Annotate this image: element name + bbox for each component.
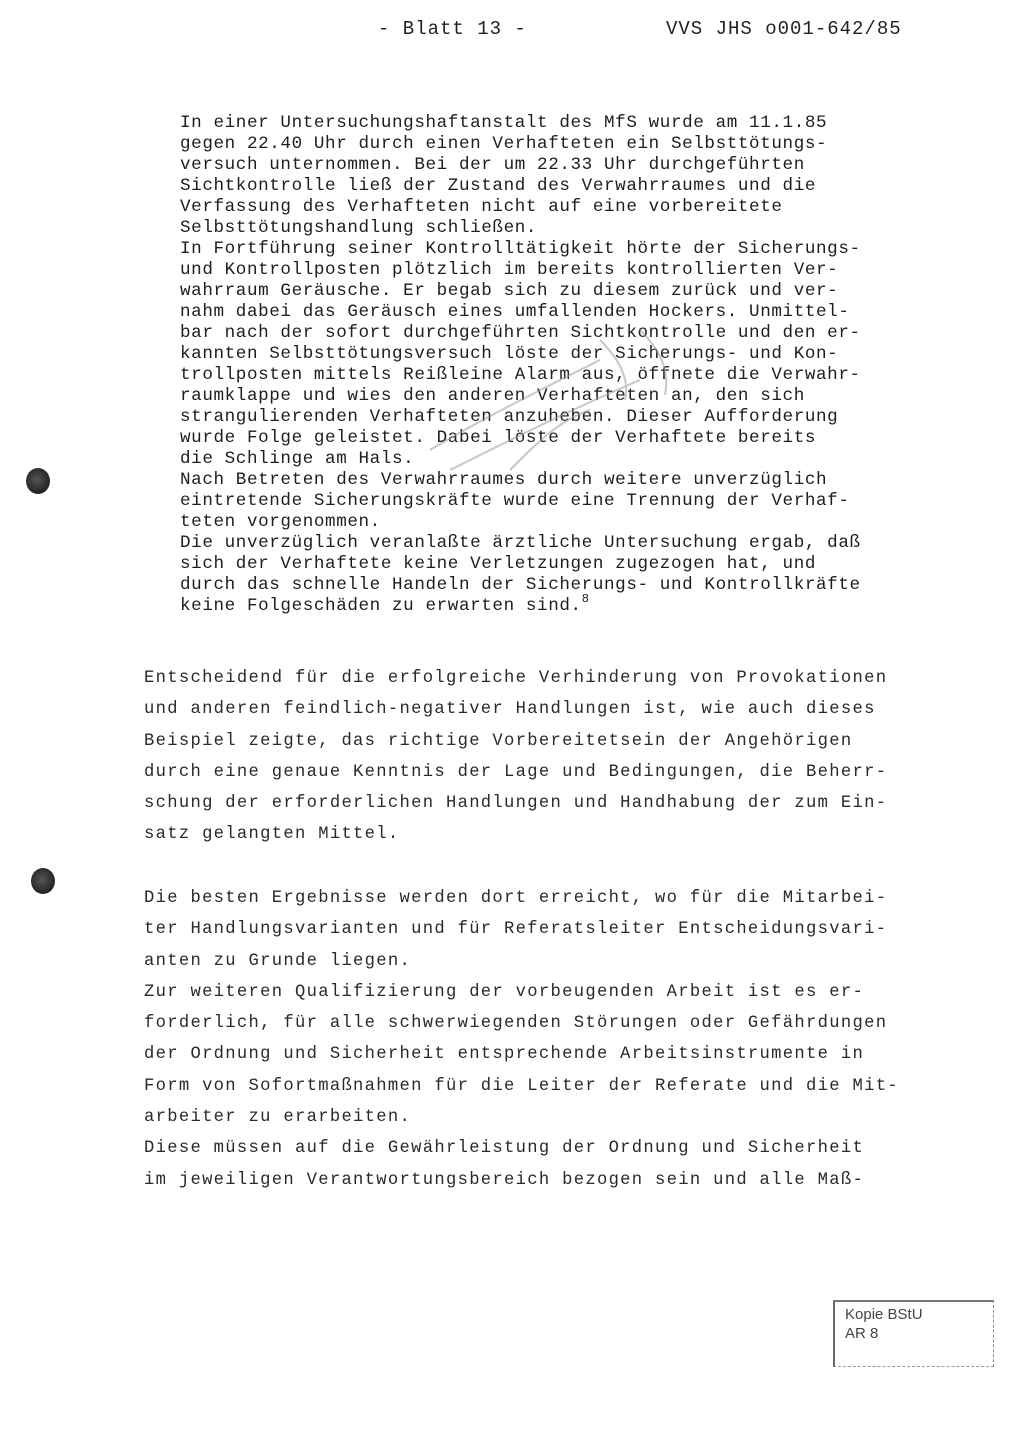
- quote-line: eintretende Sicherungskräfte wurde eine Trennung der Verhaf-: [180, 491, 850, 511]
- text-line: durch eine genaue Kenntnis der Lage und Bedingungen, die Beherr-: [144, 762, 888, 782]
- text-line: der Ordnung und Sicherheit entsprechende Arbeitsinstrumente in: [144, 1045, 865, 1065]
- punch-hole: [31, 868, 55, 894]
- quote-line: nahm dabei das Geräusch eines umfallenden Hockers. Unmittel-: [180, 302, 850, 322]
- text-line: satz gelangten Mittel.: [144, 825, 400, 845]
- paragraph-conclusion: [144, 663, 984, 851]
- page-header: [0, 18, 1024, 44]
- quote-line: keine Folgeschäden zu erwarten sind.: [180, 596, 582, 616]
- quote-line: Nach Betreten des Verwahrraumes durch weitere unverzüglich: [180, 470, 828, 490]
- quote-line: und Kontrollposten plötzlich im bereits kontrollierten Ver-: [180, 260, 839, 280]
- text-line: im jeweiligen Verantwortungsbereich bezogen sein und alle Maß-: [144, 1170, 865, 1190]
- text-line: ter Handlungsvarianten und für Referatsleiter Entscheidungsvari-: [144, 920, 888, 940]
- quote-line: gegen 22.40 Uhr durch einen Verhafteten ein Selbsttötungs-: [180, 134, 828, 154]
- text-line: Diese müssen auf die Gewährleistung der Ordnung und Sicherheit: [144, 1139, 865, 1159]
- quote-line: die Schlinge am Hals.: [180, 449, 415, 469]
- text-line: und anderen feindlich-negativer Handlungen ist, wie auch dieses: [144, 700, 876, 720]
- text-line: Form von Sofortmaßnahmen für die Leiter der Referate und die Mit-: [144, 1076, 899, 1096]
- quote-line: Die unverzüglich veranlaßte ärztliche Untersuchung ergab, daß: [180, 533, 861, 553]
- quote-line: Verfassung des Verhafteten nicht auf eine vorbereitete: [180, 197, 783, 217]
- archive-stamp: [833, 1300, 994, 1367]
- stamp-line: Kopie BStU: [845, 1306, 923, 1323]
- quote-line: wurde Folge geleistet. Dabei löste der Verhaftete bereits: [180, 428, 817, 448]
- text-line: Beispiel zeigte, das richtige Vorbereitetsein der Angehörigen: [144, 731, 853, 751]
- quote-line: In Fortführung seiner Kontrolltätigkeit hörte der Sicherungs-: [180, 239, 861, 259]
- footnote-marker: 8: [581, 592, 590, 606]
- stamp-line: AR 8: [845, 1325, 879, 1342]
- document-reference: VVS JHS o001-642/85: [666, 18, 902, 40]
- quote-line: Selbsttötungshandlung schließen.: [180, 218, 538, 238]
- quote-line: durch das schnelle Handeln der Sicherungs- und Kontrollkräfte: [180, 575, 861, 595]
- quoted-case-report: [180, 113, 970, 618]
- quote-line: strangulierenden Verhafteten anzuheben. Dieser Aufforderung: [180, 407, 839, 427]
- text-line: schung der erforderlichen Handlungen und Handhabung der zum Ein-: [144, 794, 888, 814]
- text-line: arbeiter zu erarbeiten.: [144, 1108, 412, 1128]
- quote-line: versuch unternommen. Bei der um 22.33 Uhr durchgeführten: [180, 155, 805, 175]
- text-line: forderlich, für alle schwerwiegenden Störungen oder Gefährdungen: [144, 1014, 888, 1034]
- text-line: anten zu Grunde liegen.: [144, 951, 412, 971]
- quote-line: bar nach der sofort durchgeführten Sichtkontrolle und den er-: [180, 323, 861, 343]
- text-line: Zur weiteren Qualifizierung der vorbeugenden Arbeit ist es er-: [144, 982, 865, 1002]
- quote-line: kannten Selbsttötungsversuch löste der Sicherungs- und Kon-: [180, 344, 839, 364]
- quote-line: In einer Untersuchungshaftanstalt des MfS wurde am 11.1.85: [180, 113, 828, 133]
- punch-hole: [26, 468, 50, 494]
- quote-line: trollposten mittels Reißleine Alarm aus, öffnete die Verwahr-: [180, 365, 861, 385]
- quote-line: Sichtkontrolle ließ der Zustand des Verwahrraumes und die: [180, 176, 817, 196]
- page-number: - Blatt 13 -: [378, 18, 527, 40]
- quote-line: raumklappe und wies den anderen Verhafteten an, den sich: [180, 386, 805, 406]
- quote-line: sich der Verhaftete keine Verletzungen zugezogen hat, und: [180, 554, 817, 574]
- paragraph-recommendations: [144, 883, 984, 1196]
- quote-line: wahrraum Geräusche. Er begab sich zu diesem zurück und ver-: [180, 281, 839, 301]
- text-line: Entscheidend für die erfolgreiche Verhinderung von Provokationen: [144, 669, 888, 688]
- quote-line: teten vorgenommen.: [180, 512, 381, 532]
- text-line: Die besten Ergebnisse werden dort erreicht, wo für die Mitarbei-: [144, 889, 888, 908]
